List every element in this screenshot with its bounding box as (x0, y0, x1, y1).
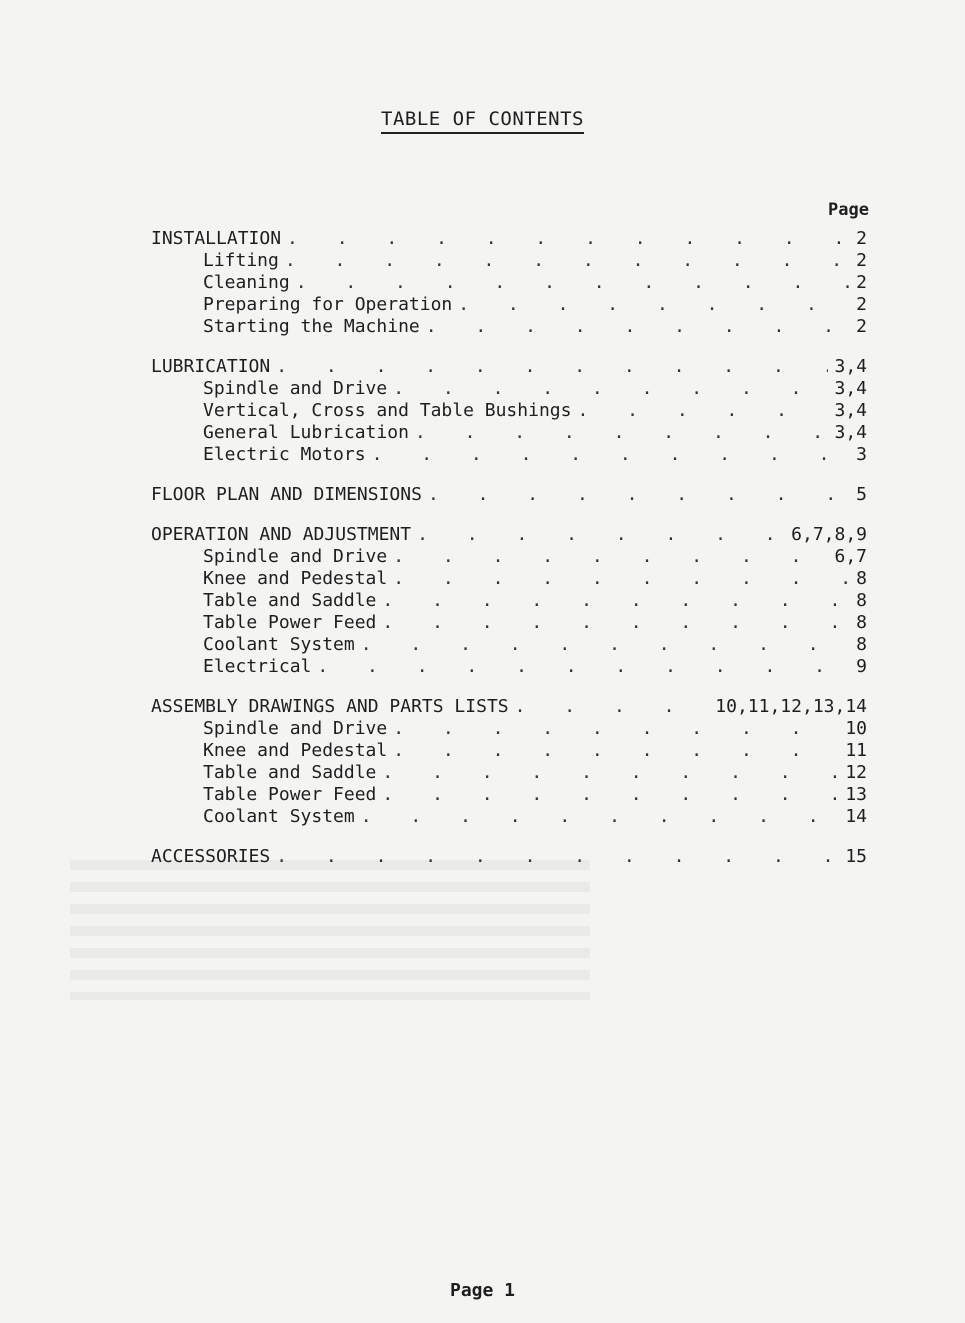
toc-entry-page: 2 (856, 250, 867, 271)
dot-leader (287, 228, 850, 250)
toc-section (145, 228, 867, 338)
toc-entry (145, 718, 867, 740)
toc-entry-page: 12 (845, 762, 867, 783)
page-column-label: Page (828, 200, 869, 220)
toc-entry (145, 400, 867, 422)
toc-heading-page: 10,11,12,13,14 (715, 696, 867, 717)
toc-entry-label: Knee and Pedestal (203, 740, 388, 761)
dot-leader (276, 846, 839, 868)
toc-entry-page: 2 (856, 272, 867, 293)
dot-leader (296, 272, 850, 294)
toc-section (145, 846, 867, 868)
toc-entry-label: Preparing for Operation (203, 294, 453, 315)
toc-entry-label: Electric Motors (203, 444, 366, 465)
toc-entry-page: 2 (856, 316, 867, 337)
toc-heading-label: LUBRICATION (151, 356, 271, 377)
toc-entry-label: Table Power Feed (203, 612, 377, 633)
toc-entry (145, 294, 867, 316)
dot-leader (393, 718, 839, 740)
dot-leader (428, 484, 850, 506)
toc-section (145, 356, 867, 466)
toc-entry (145, 422, 867, 444)
toc-heading-label: OPERATION AND ADJUSTMENT (151, 524, 412, 545)
toc-entry (145, 250, 867, 272)
toc-entry-page: 8 (856, 612, 867, 633)
toc-heading-page: 2 (856, 228, 867, 249)
toc-heading (145, 696, 867, 718)
toc-entry-page: 3 (856, 444, 867, 465)
dot-leader (393, 740, 839, 762)
toc-entry-page: 8 (856, 568, 867, 589)
toc-entry-page: 3,4 (834, 400, 867, 421)
toc-heading-label: FLOOR PLAN AND DIMENSIONS (151, 484, 422, 505)
toc-entry (145, 762, 867, 784)
toc-heading (145, 524, 867, 546)
toc-entry-page: 3,4 (834, 422, 867, 443)
dot-leader (417, 524, 785, 546)
toc-entry-page: 2 (856, 294, 867, 315)
toc-heading-page: 6,7,8,9 (791, 524, 867, 545)
dot-leader (372, 444, 851, 466)
toc-entry (145, 378, 867, 400)
dot-leader (361, 634, 850, 656)
toc-entry-label: Lifting (203, 250, 279, 271)
toc-entry-page: 11 (845, 740, 867, 761)
toc-entry-page: 8 (856, 634, 867, 655)
toc-entry-label: Coolant System (203, 634, 355, 655)
toc-heading-page: 5 (856, 484, 867, 505)
toc-entry-label: Starting the Machine (203, 316, 420, 337)
toc-entry-label: Electrical (203, 656, 312, 677)
toc-entry-label: Spindle and Drive (203, 718, 388, 739)
toc-entry (145, 546, 867, 568)
dot-leader (317, 656, 850, 678)
dot-leader (382, 762, 839, 784)
dot-leader (382, 784, 839, 806)
toc-heading-label: ACCESSORIES (151, 846, 271, 867)
toc-entry (145, 272, 867, 294)
toc-heading (145, 484, 867, 506)
page-title (0, 108, 965, 130)
toc-entry-page: 14 (845, 806, 867, 827)
toc-entry-label: Table Power Feed (203, 784, 377, 805)
dot-leader (577, 400, 828, 422)
toc-section (145, 696, 867, 828)
toc-entry-page: 6,7 (834, 546, 867, 567)
toc-entry (145, 612, 867, 634)
toc-entry (145, 740, 867, 762)
dot-leader (393, 546, 828, 568)
dot-leader (361, 806, 840, 828)
toc-entry-label: Table and Saddle (203, 762, 377, 783)
toc-heading-page: 3,4 (834, 356, 867, 377)
toc-heading-label: INSTALLATION (151, 228, 282, 249)
dot-leader (382, 612, 850, 634)
toc-entry-label: Cleaning (203, 272, 290, 293)
dot-leader (415, 422, 829, 444)
toc-entry-label: Table and Saddle (203, 590, 377, 611)
toc-section (145, 484, 867, 506)
toc-entry (145, 568, 867, 590)
toc-heading (145, 356, 867, 378)
toc-entry-label: Vertical, Cross and Table Bushings (203, 400, 572, 421)
page-number-footer: Page 1 (449, 1280, 516, 1301)
toc-entry-label: Spindle and Drive (203, 378, 388, 399)
page-title-text: TABLE OF CONTENTS (381, 108, 584, 134)
toc-entry-label: Coolant System (203, 806, 355, 827)
toc-entry (145, 590, 867, 612)
dot-leader (458, 294, 850, 316)
toc-entry (145, 316, 867, 338)
dot-leader (426, 316, 850, 338)
toc-entry (145, 634, 867, 656)
toc-entry-page: 13 (845, 784, 867, 805)
toc-entry-page: 8 (856, 590, 867, 611)
dot-leader (393, 378, 828, 400)
toc-entry (145, 784, 867, 806)
toc-entry (145, 806, 867, 828)
toc-heading-page: 15 (845, 846, 867, 867)
dot-leader (393, 568, 850, 590)
toc-entry (145, 656, 867, 678)
toc-entry-page: 9 (856, 656, 867, 677)
toc-entry-label: Spindle and Drive (203, 546, 388, 567)
toc-heading (145, 846, 867, 868)
toc-entry-page: 10 (845, 718, 867, 739)
dot-leader (276, 356, 828, 378)
dot-leader (515, 696, 710, 718)
toc-entry-label: General Lubrication (203, 422, 409, 443)
table-of-contents (145, 228, 867, 886)
toc-section (145, 524, 867, 678)
dot-leader (382, 590, 850, 612)
toc-entry-label: Knee and Pedestal (203, 568, 388, 589)
toc-heading-label: ASSEMBLY DRAWINGS AND PARTS LISTS (151, 696, 509, 717)
toc-entry (145, 444, 867, 466)
toc-entry-page: 3,4 (834, 378, 867, 399)
dot-leader (285, 250, 850, 272)
toc-heading (145, 228, 867, 250)
